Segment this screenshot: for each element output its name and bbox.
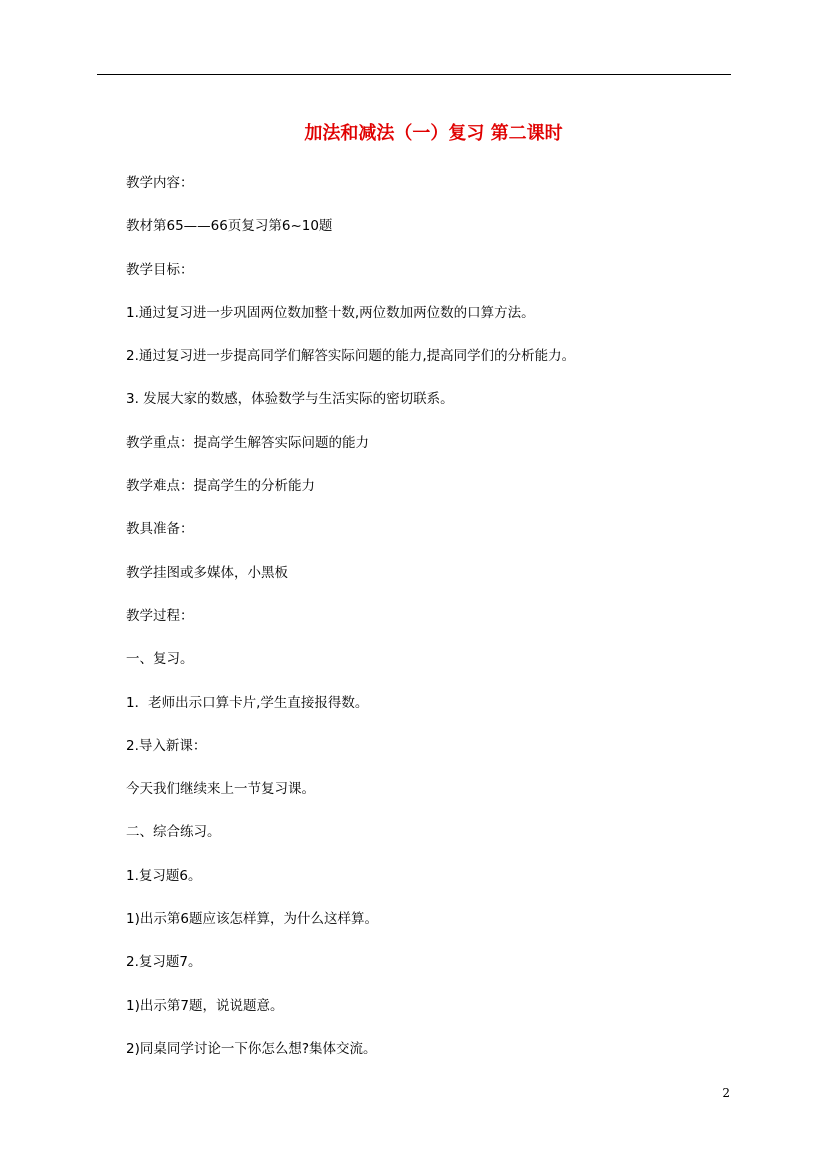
process-part-1: 一、复习。 <box>126 651 194 668</box>
process-step: 1．老师出示口算卡片,学生直接报得数。 <box>126 694 369 711</box>
objective-3: 3. 发展大家的数感，体验数学与生活实际的密切联系。 <box>126 391 454 408</box>
process-step: 2.导入新课： <box>126 737 207 754</box>
header-rule <box>97 74 731 75</box>
section-heading-materials: 教具准备： <box>126 521 194 538</box>
document-body <box>126 174 746 1083</box>
materials-text: 教学挂图或多媒体，小黑板 <box>126 564 288 581</box>
section-heading-process: 教学过程： <box>126 607 194 624</box>
process-substep: 1)出示第7题，说说题意。 <box>126 997 284 1014</box>
objective-2: 2.通过复习进一步提高同学们解答实际问题的能力,提高同学们的分析能力。 <box>126 348 576 365</box>
objective-1: 1.通过复习进一步巩固两位数加整十数,两位数加两位数的口算方法。 <box>126 304 535 321</box>
section-heading-objectives: 教学目标： <box>126 261 194 278</box>
process-step: 1.复习题6。 <box>126 867 202 884</box>
process-text: 今天我们继续来上一节复习课。 <box>126 781 315 798</box>
section-heading-content: 教学内容： <box>126 175 194 191</box>
process-substep: 2)同桌同学讨论一下你怎么想?集体交流。 <box>126 1040 377 1057</box>
document-title: 加法和减法（一）复习 第二课时 <box>304 123 563 144</box>
process-part-2: 二、综合练习。 <box>126 824 221 841</box>
page-number: 2 <box>722 1086 730 1100</box>
difficult-point: 教学难点：提高学生的分析能力 <box>126 478 315 495</box>
process-substep: 1)出示第6题应该怎样算，为什么这样算。 <box>126 911 378 928</box>
content-text: 教材第65——66页复习第6~10题 <box>126 218 333 235</box>
key-point: 教学重点：提高学生解答实际问题的能力 <box>126 434 369 451</box>
process-step: 2.复习题7。 <box>126 954 202 971</box>
